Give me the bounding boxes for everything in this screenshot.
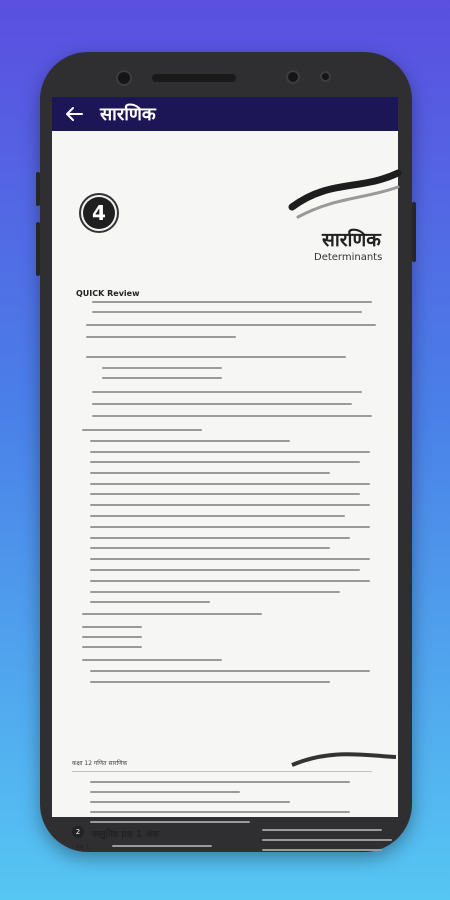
power-button: [412, 202, 416, 262]
sensor-icon: [286, 70, 300, 84]
chapter-number: 4: [83, 197, 115, 229]
volume-down-button: [36, 222, 40, 276]
objective-heading: वस्तुनिष्ठ प्रश्न 1 अंक: [92, 830, 160, 840]
page-title: सारणिक: [100, 104, 156, 125]
front-camera-icon: [116, 70, 132, 86]
scanned-book-page[interactable]: [52, 131, 398, 851]
back-arrow-icon[interactable]: [64, 104, 84, 124]
quick-review-heading: QUICK Review: [76, 289, 140, 298]
volume-up-button: [36, 172, 40, 206]
app-bar: [52, 97, 398, 131]
page-footer-section: कक्षा 12 गणित सारणिक: [72, 760, 128, 767]
chapter-title-hindi: सारणिक: [322, 229, 381, 251]
app-screen: [52, 97, 398, 851]
chapter-badge: [79, 193, 119, 233]
speaker-grille: [152, 74, 236, 82]
section-number: 2: [72, 826, 84, 838]
question-label: प्रश्न 1.: [76, 844, 92, 851]
sensor-dot: [320, 71, 331, 82]
footer-swoosh-icon: [290, 747, 398, 771]
decorative-swoosh-icon: [290, 169, 400, 219]
chapter-title-english: Determinants: [314, 252, 383, 263]
